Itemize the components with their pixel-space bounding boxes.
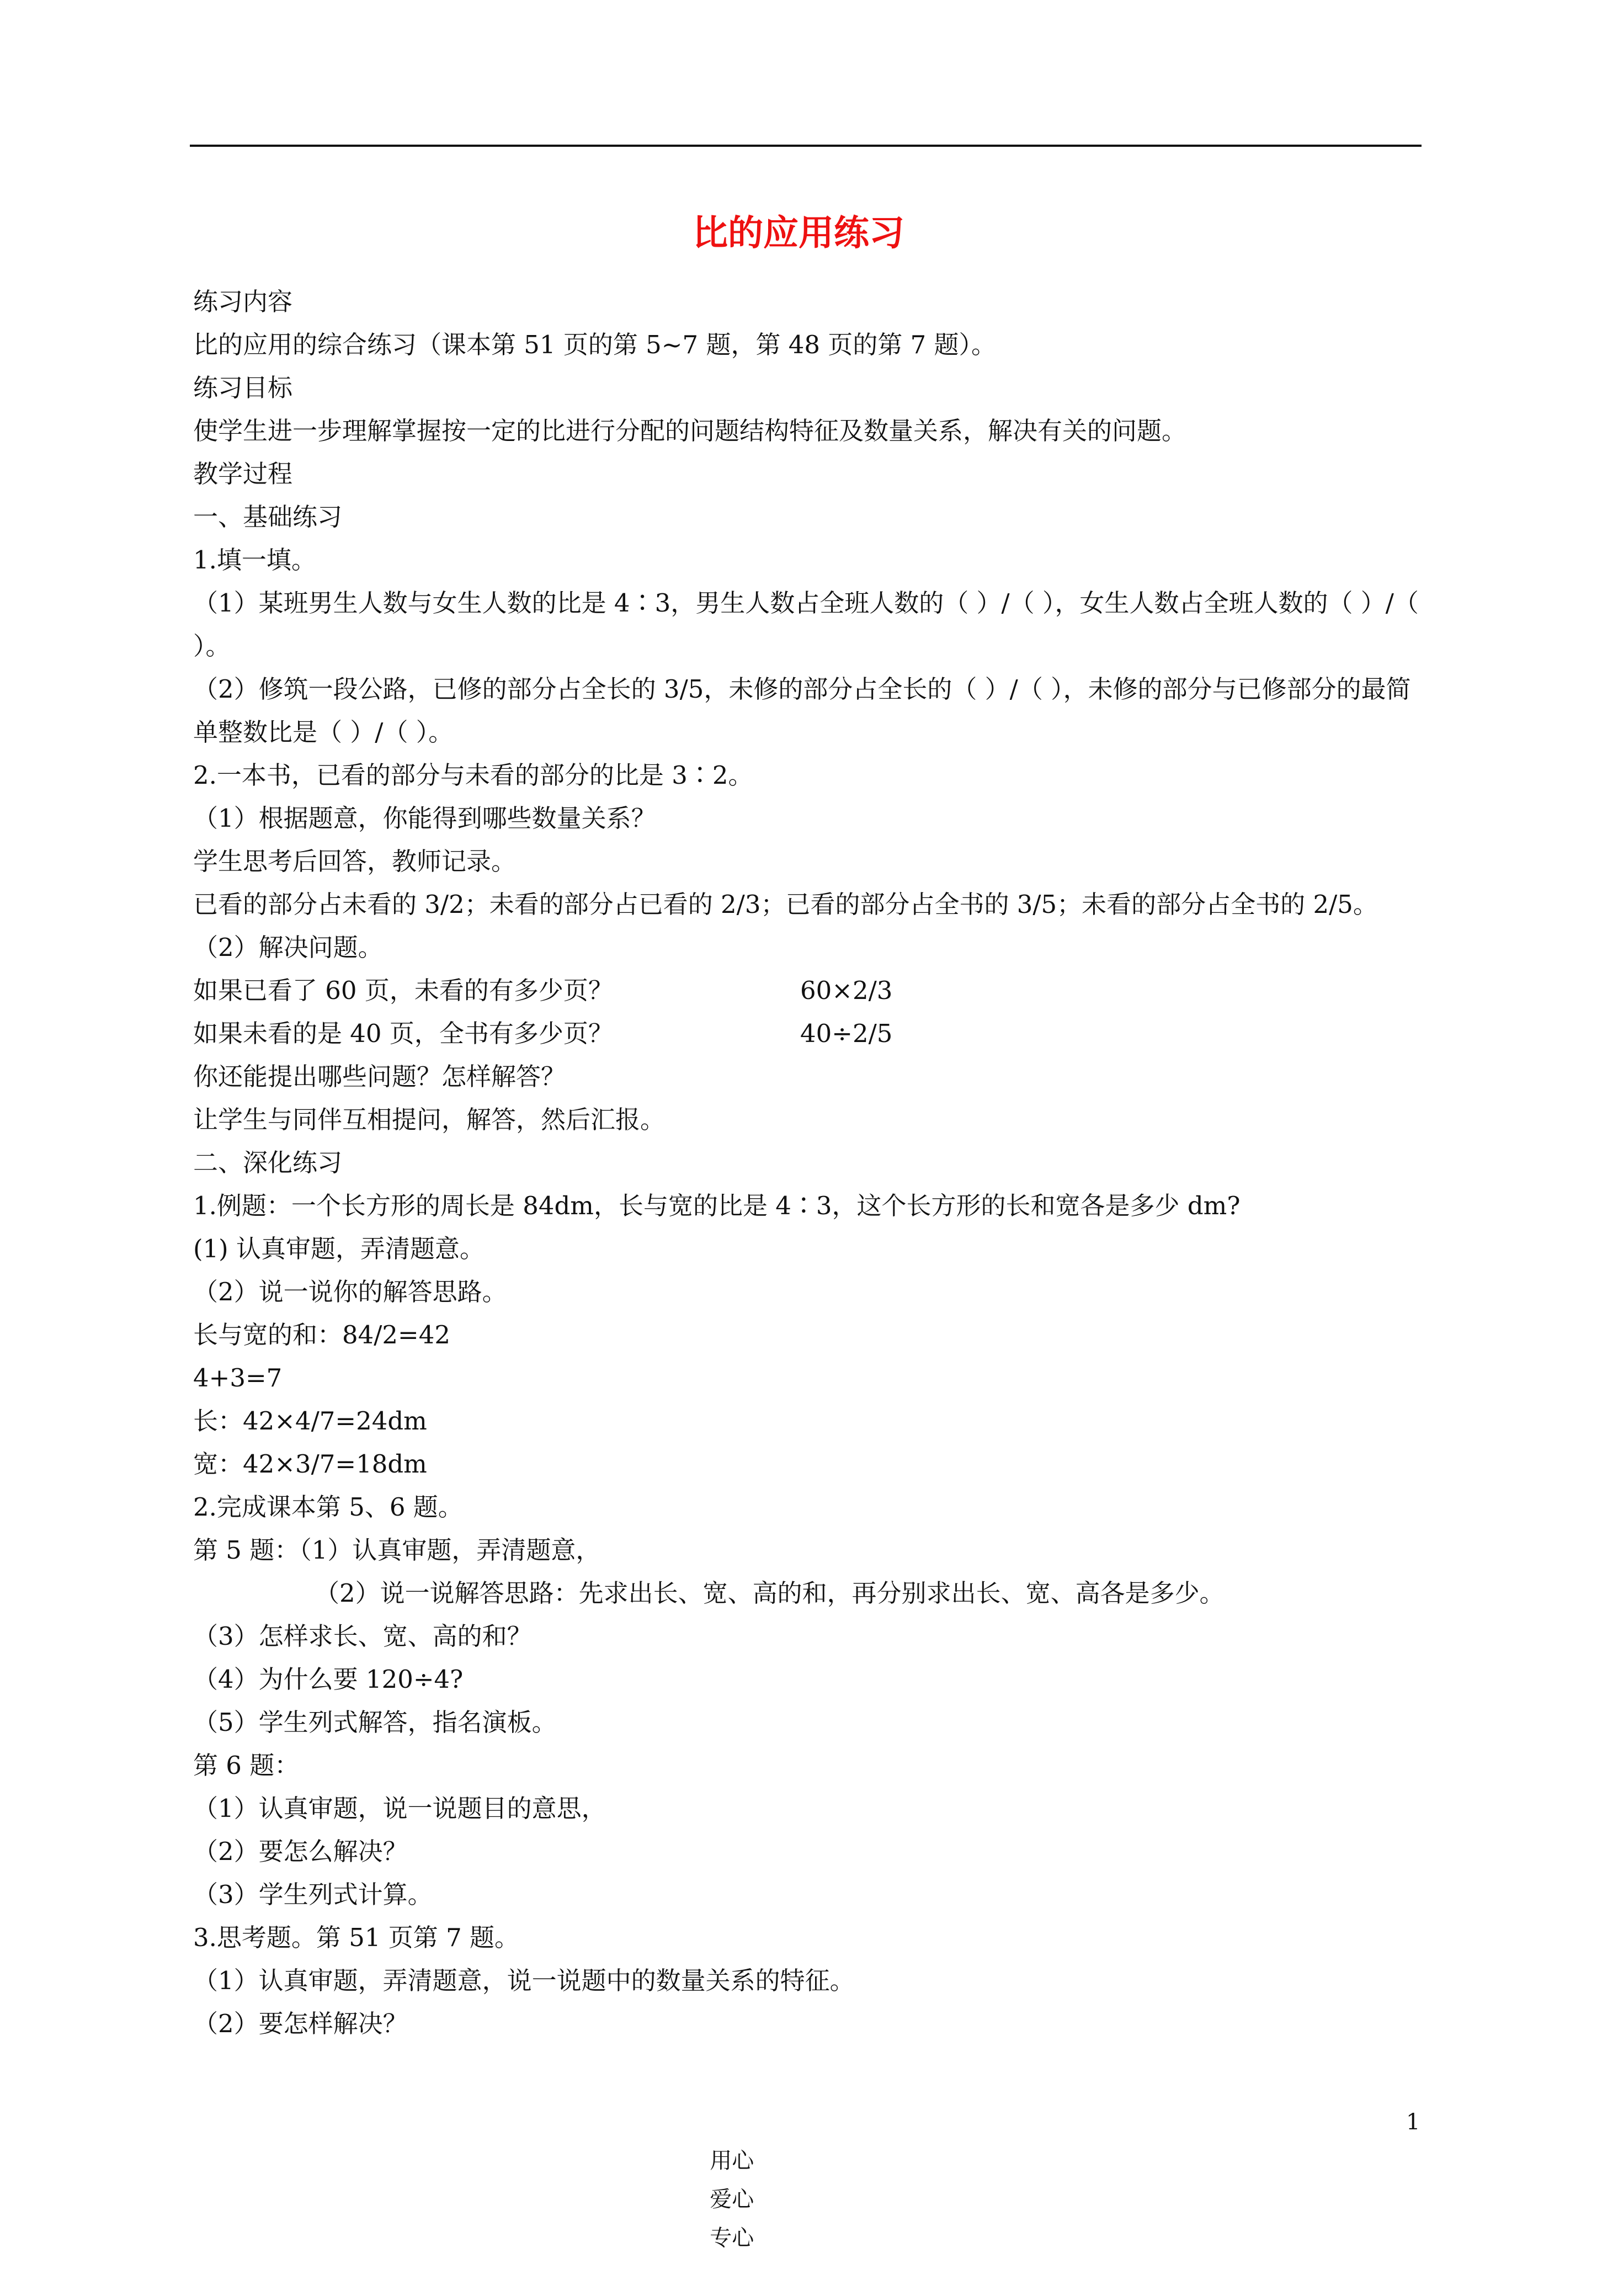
header-rule bbox=[190, 145, 1422, 147]
calculation: 4+3=7 bbox=[193, 1363, 283, 1393]
exercise-item: （3）学生列式计算。 bbox=[193, 1880, 433, 1909]
problem-formula: 60×2/3 bbox=[800, 976, 893, 1005]
document-title: 比的应用练习 bbox=[693, 213, 904, 254]
exercise-item: （2）要怎么解决？ bbox=[193, 1837, 408, 1866]
exercise-item: 第 5 题：（1）认真审题，弄清题意， bbox=[193, 1535, 601, 1565]
exercise-item: （3）怎样求长、宽、高的和？ bbox=[193, 1622, 532, 1651]
page-footer bbox=[0, 2103, 1597, 2251]
exercise-item: （1）某班男生人数与女生人数的比是 4∶3，男生人数占全班人数的（ ）/（ ），女生人数占全班人数的（ ）/（ ）。 bbox=[193, 588, 1419, 661]
exercise-item: 第 6 题： bbox=[193, 1751, 300, 1780]
section-heading: 练习目标 bbox=[193, 373, 293, 402]
calculation: 长与宽的和：84/2=42 bbox=[193, 1320, 451, 1349]
footer-slogan-3: 专心 bbox=[710, 2225, 754, 2251]
paragraph: 比的应用的综合练习（课本第 51 页的第 5~7 题，第 48 页的第 7 题）。 bbox=[193, 330, 997, 359]
problem-formula: 40÷2/5 bbox=[800, 1019, 893, 1048]
exercise-item: 1.填一填。 bbox=[193, 545, 316, 575]
footer-slogan bbox=[668, 2103, 792, 2296]
calculation: 长：42×4/7=24dm bbox=[193, 1406, 427, 1436]
exercise-item: (1) 认真审题，弄清题意。 bbox=[193, 1234, 485, 1263]
section-heading: 一、基础练习 bbox=[193, 502, 343, 532]
page-number: 1 bbox=[1406, 2109, 1420, 2135]
exercise-item: （1）根据题意，你能得到哪些数量关系？ bbox=[193, 804, 656, 833]
section-heading: 教学过程 bbox=[193, 459, 293, 488]
paragraph: 已看的部分占未看的 3/2；未看的部分占已看的 2/3；已看的部分占全书的 3/5；未看的部分占全书的 2/5。 bbox=[193, 890, 1378, 919]
footer-slogan-1: 用心 bbox=[710, 2148, 754, 2173]
paragraph: 让学生与同伴互相提问，解答，然后汇报。 bbox=[193, 1105, 666, 1134]
exercise-item: 2.完成课本第 5、6 题。 bbox=[193, 1492, 463, 1522]
section-heading: 二、深化练习 bbox=[193, 1148, 343, 1177]
exercise-item: 3.思考题。第 51 页第 7 题。 bbox=[193, 1923, 520, 1952]
problem-question: 如果未看的是 40 页，全书有多少页？ bbox=[193, 1019, 613, 1048]
exercise-item: （4）为什么要 120÷4? bbox=[193, 1665, 464, 1694]
calculation: 宽：42×3/7=18dm bbox=[193, 1449, 427, 1479]
paragraph: 你还能提出哪些问题？怎样解答？ bbox=[193, 1062, 566, 1091]
problem-row bbox=[193, 1012, 1429, 1055]
exercise-item: （2）修筑一段公路，已修的部分占全长的 3/5，未修的部分占全长的（ ）/（ ），未修的部分与已修部分的最简单整数比是（ ）/（ ）。 bbox=[193, 674, 1411, 747]
exercise-item: （2）解决问题。 bbox=[193, 933, 383, 962]
exercise-item: （5）学生列式解答，指名演板。 bbox=[193, 1708, 557, 1737]
exercise-item: 1.例题：一个长方形的周长是 84dm，长与宽的比是 4∶3，这个长方形的长和宽各是多少 dm? bbox=[193, 1191, 1241, 1220]
paragraph: 学生思考后回答，教师记录。 bbox=[193, 847, 517, 876]
problem-row bbox=[193, 969, 1429, 1012]
exercise-item: （1）认真审题，说一说题目的意思， bbox=[193, 1794, 606, 1823]
exercise-item: （1）认真审题，弄清题意，说一说题中的数量关系的特征。 bbox=[193, 1966, 855, 1995]
exercise-item: （2）说一说你的解答思路。 bbox=[193, 1277, 507, 1306]
section-heading: 练习内容 bbox=[193, 287, 293, 316]
document-body bbox=[193, 280, 1429, 2045]
paragraph: 使学生进一步理解掌握按一定的比进行分配的问题结构特征及数量关系，解决有关的问题。 bbox=[193, 416, 1187, 445]
exercise-item: 2.一本书，已看的部分与未看的部分的比是 3∶2。 bbox=[193, 761, 753, 790]
problem-question: 如果已看了 60 页，未看的有多少页？ bbox=[193, 976, 613, 1005]
exercise-item: （2）说一说解答思路：先求出长、宽、高的和，再分别求出长、宽、高各是多少。 bbox=[315, 1578, 1225, 1608]
footer-slogan-2: 爱心 bbox=[710, 2187, 754, 2212]
exercise-item: （2）要怎样解决？ bbox=[193, 2009, 408, 2038]
